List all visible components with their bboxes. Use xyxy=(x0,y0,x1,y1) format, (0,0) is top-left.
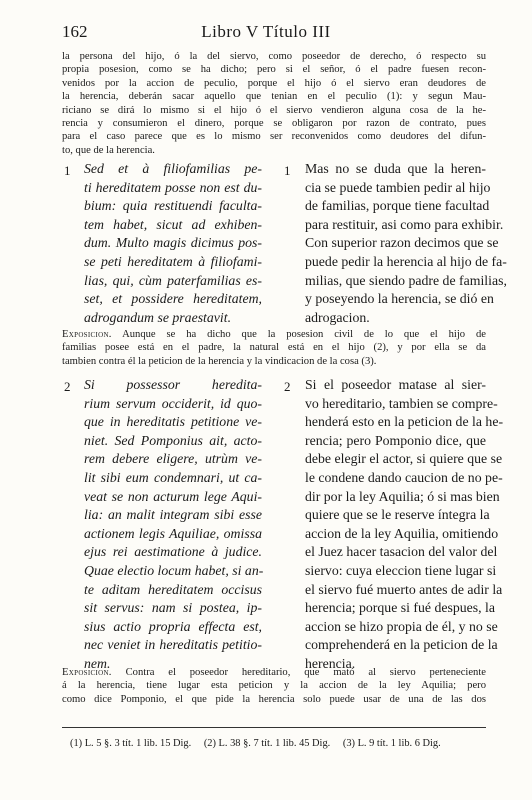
latin-line: Quae electio locum habet, si an- xyxy=(84,562,264,578)
text-line: rencia y consumieron el dinero, porque se obligaron por razon de contrato, pues xyxy=(62,118,486,130)
latin-line: bium: quia restituendi facultа- xyxy=(84,198,262,214)
latin-line: Sed et à filiofamilias pe- xyxy=(84,161,262,176)
latin-line: lia: an malit integram sibi esse xyxy=(84,507,262,523)
spanish-line: accion de la ley Aquilia, omitiendo xyxy=(305,525,499,541)
latin-line: ejus rei aestimatione à judice. xyxy=(84,544,262,560)
text-line xyxy=(62,666,486,679)
section-1-latin-number: 1 xyxy=(64,163,71,178)
spanish-line: cia se puede tambien pedir al hijo xyxy=(305,179,491,195)
latin-line: dum. Multo magis dicimus pos- xyxy=(84,235,262,251)
spanish-line: dir por la ley Aquilia; ó si mas bien xyxy=(305,488,500,504)
exposicion-label: Exposicion. xyxy=(62,329,112,340)
spanish-line: henderá esto en la peticion de la he- xyxy=(305,414,504,430)
spanish-line: adrogacion. xyxy=(305,309,370,325)
latin-line: sit servus: nam si postea, ip- xyxy=(84,600,262,616)
spanish-line: accion se hizo propia de él, y no se xyxy=(305,618,498,634)
latin-line: veat se non acturum lege Aqui- xyxy=(84,488,262,504)
page-header xyxy=(0,22,532,48)
footnotes xyxy=(70,738,451,749)
spanish-line: quiere que se le reserve íntegra la xyxy=(305,507,490,523)
spanish-line: vo hereditario, tambien se compre- xyxy=(305,395,498,411)
latin-line: set, et possidere hereditatem, xyxy=(84,291,262,307)
footnote-2: (2) L. 38 §. 7 tít. 1 lib. 45 Dig. xyxy=(203,738,331,749)
section-1-latin-column xyxy=(84,160,262,327)
latin-line: sius actio propria effecta est, xyxy=(84,618,262,634)
spanish-line: herencia; porque si fué despues, la xyxy=(305,600,496,616)
spanish-line: para restituir, asi como para exhibir. xyxy=(305,216,504,232)
footnote-rule xyxy=(62,727,486,728)
section-2-latin-number: 2 xyxy=(64,379,71,394)
latin-line: lias, qui, cùm paterfamilias es- xyxy=(84,272,262,288)
spanish-line: Mas no se duda que la heren- xyxy=(305,161,486,176)
text-line: la herencia, deberán sacar aquello que tenian en el peculio (1): y segun Mau- xyxy=(62,91,486,103)
latin-line: nec veniet in hereditatis petitio- xyxy=(84,637,262,653)
text-line: como dice Pomponio, el que pide la herencia solo puede usar de una de las dos xyxy=(62,693,486,705)
section-1-spanish-column xyxy=(305,160,507,327)
latin-line: niet. Sed Pomponius ait, acto- xyxy=(84,432,262,448)
exposicion-text: Aunque se ha dicho que la posesion civil de lo que el hijo de xyxy=(122,329,486,340)
section-2-exposicion xyxy=(62,666,486,706)
text-line: tambien contra él la peticion de la herencia y la vindicacion de la cosa (3). xyxy=(62,355,377,367)
latin-line: nem. xyxy=(84,655,111,671)
latin-line: adrogandum se praestavit. xyxy=(84,309,232,325)
latin-line: que in hereditatis petitione ve- xyxy=(84,414,262,430)
text-line: familias posee está en el padre, la natural está en el hijo (2), y por ella se da xyxy=(62,342,486,354)
text-line: riciano se dirá lo mismo si el hijo ó el siervo vendieron alguna cosa de la he- xyxy=(62,104,486,116)
spanish-line: debe elegir el actor, si quiere que se xyxy=(305,451,503,467)
text-line: venidos por la accion de peculio, porque el hijo ó el siervo eran deudores de xyxy=(62,77,486,89)
exposicion-text: Contra el poseedor hereditario, que mató al siervo perteneciente xyxy=(125,667,486,678)
latin-line: lit sibi eum condemnari, ut ca- xyxy=(84,469,262,485)
latin-line: rium servum occiderit, id quo- xyxy=(84,395,262,411)
latin-line: ti hereditatem posse non est du- xyxy=(84,179,262,195)
intro-paragraph xyxy=(62,50,486,157)
spanish-line: el siervo fué muerto antes de adir la xyxy=(305,581,503,597)
text-line: á la herencia, tiene lugar esta peticion y la accion de la ley Aquilia; pero xyxy=(62,680,486,692)
text-line: to, que de la herencia. xyxy=(62,144,155,156)
section-2-spanish-number: 2 xyxy=(284,379,291,394)
spanish-line: comprehenderá en la peticion de la xyxy=(305,637,498,653)
latin-line: actionem legis Aquiliae, omissa xyxy=(84,525,262,541)
footnote-1: (1) L. 5 §. 3 tít. 1 lib. 15 Dig. xyxy=(70,738,192,749)
text-line: para el caso parece que es lo mismo ser reconvenidos como deudores del difun- xyxy=(62,131,486,143)
section-2-latin-column xyxy=(84,376,262,674)
spanish-line: el Juez hacer tasacion del valor del xyxy=(305,544,498,560)
spanish-line: siervo: cuya eleccion tiene lugar si xyxy=(305,562,497,578)
section-2-spanish-column xyxy=(305,376,504,674)
spanish-line: milias, que siendo padre de familias, xyxy=(305,272,507,288)
footnote-3: (3) L. 9 tít. 1 lib. 6 Dig. xyxy=(342,738,441,749)
spanish-line: y poseyendo la herencia, se dió en xyxy=(305,291,494,307)
latin-line: tem habet, sicut ad exhiben- xyxy=(84,216,262,232)
spanish-line: Si el poseedor matase al sier- xyxy=(305,377,486,392)
spanish-line: Con superior razon decimos que se xyxy=(305,235,499,251)
latin-line: te aditam hereditatem occisus xyxy=(84,581,262,597)
spanish-line: de familias, porque tiene facultad xyxy=(305,198,490,214)
text-line xyxy=(62,328,486,341)
section-1-exposicion xyxy=(62,328,486,368)
latin-line: rem debere eligere, utrùm ve- xyxy=(84,451,262,467)
text-line: la persona del hijo, ó la del siervo, como poseedor de derecho, ó respecto su xyxy=(62,51,486,62)
exposicion-label: Exposicion. xyxy=(62,667,112,678)
spanish-line: le condene dando caucion de no pe- xyxy=(305,469,503,485)
spanish-line: rencia; pero Pomponio dice, que xyxy=(305,432,486,448)
spanish-line: herencia. xyxy=(305,655,356,671)
spanish-line: puede pedir la herencia al hijo de fa- xyxy=(305,253,507,269)
latin-line: se peti hereditatem à filiofami- xyxy=(84,253,262,269)
latin-line: Si possessor heredita- xyxy=(84,377,262,392)
page-number: 162 xyxy=(62,22,88,41)
section-1-spanish-number: 1 xyxy=(284,163,291,178)
running-title: Libro V Título III xyxy=(201,22,331,41)
text-line: propia posesion, como se ha dicho; pero si el señor, ó el padre fuesen recon- xyxy=(62,64,486,76)
